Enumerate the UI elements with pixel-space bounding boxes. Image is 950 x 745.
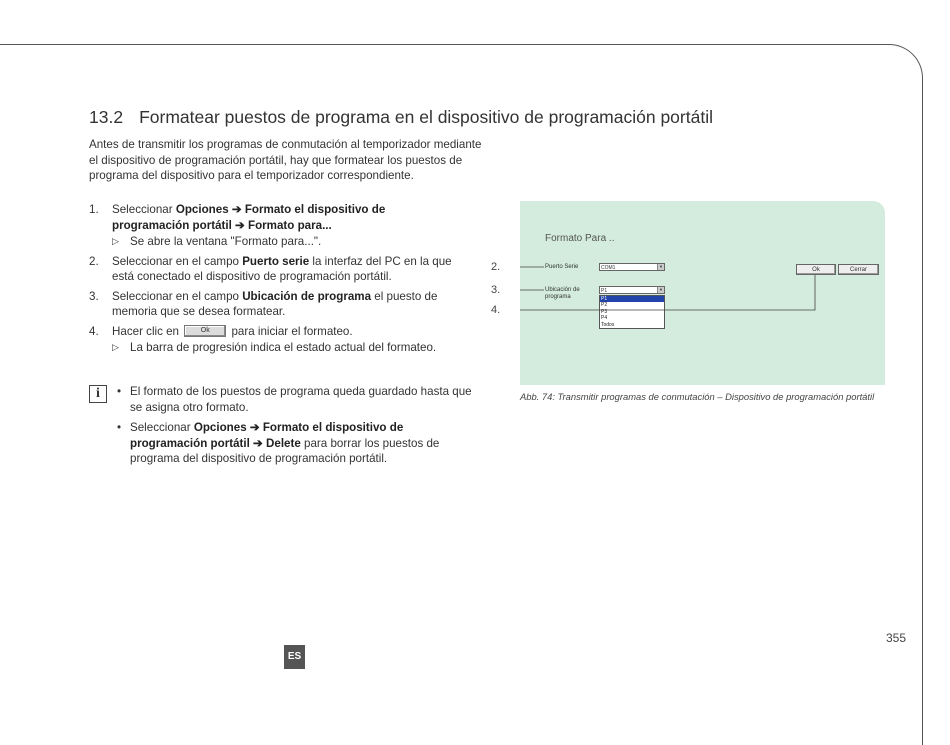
note-2	[117, 420, 477, 467]
callout-4: 4.	[491, 304, 501, 316]
step-3	[89, 289, 459, 320]
section-number: 13.2	[89, 107, 124, 127]
step-number: 4.	[89, 324, 99, 338]
result-triangle-icon: ▷	[112, 342, 119, 352]
step-text: Seleccionar en el campo	[112, 254, 243, 268]
menu-delete: Delete	[266, 436, 301, 450]
menu-options: Opciones	[175, 203, 229, 216]
page-number: 355	[886, 631, 907, 645]
option-p4[interactable]: P4	[601, 315, 608, 322]
arrow-icon: ➔	[246, 421, 263, 434]
step-2	[89, 254, 459, 285]
bullet-icon: •	[117, 385, 122, 398]
location-label-1: Ubicación de	[545, 287, 580, 293]
dialog-title: Formato Para ..	[545, 233, 615, 244]
ok-button-inline: Ok	[184, 325, 226, 337]
section-title	[89, 107, 713, 128]
dialog-close-button[interactable]: Cerrar	[838, 264, 879, 275]
result-triangle-icon: ▷	[112, 236, 119, 246]
intro-paragraph: Antes de transmitir los programas de conmutación al temporizador mediante el dispositivo de programación portátil, hay que formatear los puestos de programa del dispositivo para el temporizador correspondiente.	[89, 138, 482, 182]
step-text: el puesto de memoria que se desea formatear.	[112, 289, 438, 318]
callout-3: 3.	[491, 284, 501, 296]
section-title-text: Formatear puestos de programa en el dispositivo de programación portátil	[139, 107, 713, 127]
chevron-down-icon: ▼	[657, 264, 664, 270]
result-text: Se abre la ventana "Formato para...".	[130, 235, 322, 248]
serial-port-label: Puerto Serie	[545, 264, 579, 270]
menu-format-for: Formato para...	[248, 218, 332, 232]
note-text: para borrar los puestos de programa del dispositivo de programación portátil.	[130, 436, 440, 465]
field-program-location: Ubicación de programa	[242, 289, 372, 303]
step-result	[112, 340, 459, 356]
menu-format-device: Formato el dispositivo de programación portátil	[112, 203, 386, 232]
step-text: la interfaz del PC en la que está conectado el dispositivo de programación portátil.	[112, 254, 452, 283]
serial-port-value: COM1	[601, 265, 616, 271]
chevron-down-icon: ▼	[657, 287, 664, 293]
language-tab: ES	[284, 645, 305, 669]
notes-list	[117, 384, 477, 472]
callout-lines	[520, 201, 885, 385]
step-4	[89, 324, 459, 356]
step-1	[89, 202, 459, 250]
format-dialog-figure	[520, 201, 885, 385]
menu-format-device: Formato el dispositivo de programación portátil	[130, 421, 404, 450]
option-all[interactable]: Todos	[601, 321, 615, 328]
arrow-icon: ➔	[231, 218, 248, 232]
note-text: El formato de los puestos de programa queda guardado hasta que se asigna otro formato.	[130, 385, 472, 414]
arrow-icon: ➔	[228, 203, 245, 216]
step-text: Hacer clic en	[112, 324, 183, 338]
option-p1[interactable]: P1	[600, 296, 664, 302]
option-p2[interactable]: P2	[601, 302, 608, 309]
dialog-ok-button[interactable]: Ok	[796, 264, 836, 275]
note-text: Seleccionar	[130, 421, 194, 434]
note-1	[117, 384, 477, 415]
step-text: Seleccionar en el campo	[112, 289, 243, 303]
figure-caption: Abb. 74: Transmitir programas de conmutación – Dispositivo de programación portátil	[520, 391, 875, 402]
result-text: La barra de progresión indica el estado actual del formateo.	[130, 341, 437, 354]
step-number: 2.	[89, 254, 99, 268]
step-number: 3.	[89, 289, 99, 303]
bullet-icon: •	[117, 421, 122, 434]
field-serial-port: Puerto serie	[242, 254, 310, 268]
step-text: para iniciar el formateo.	[228, 324, 353, 338]
callout-2: 2.	[491, 261, 501, 273]
step-result	[112, 234, 459, 250]
arrow-icon: ➔	[249, 436, 266, 450]
step-text: Seleccionar	[112, 203, 176, 216]
menu-options: Opciones	[193, 421, 247, 434]
option-p3[interactable]: P3	[601, 308, 608, 315]
program-location-value: P1	[601, 288, 608, 294]
steps-list	[89, 202, 459, 360]
info-icon-glyph: i	[96, 386, 100, 401]
info-icon	[89, 385, 107, 403]
location-label-2: programa	[545, 294, 571, 300]
step-number: 1.	[89, 203, 99, 216]
